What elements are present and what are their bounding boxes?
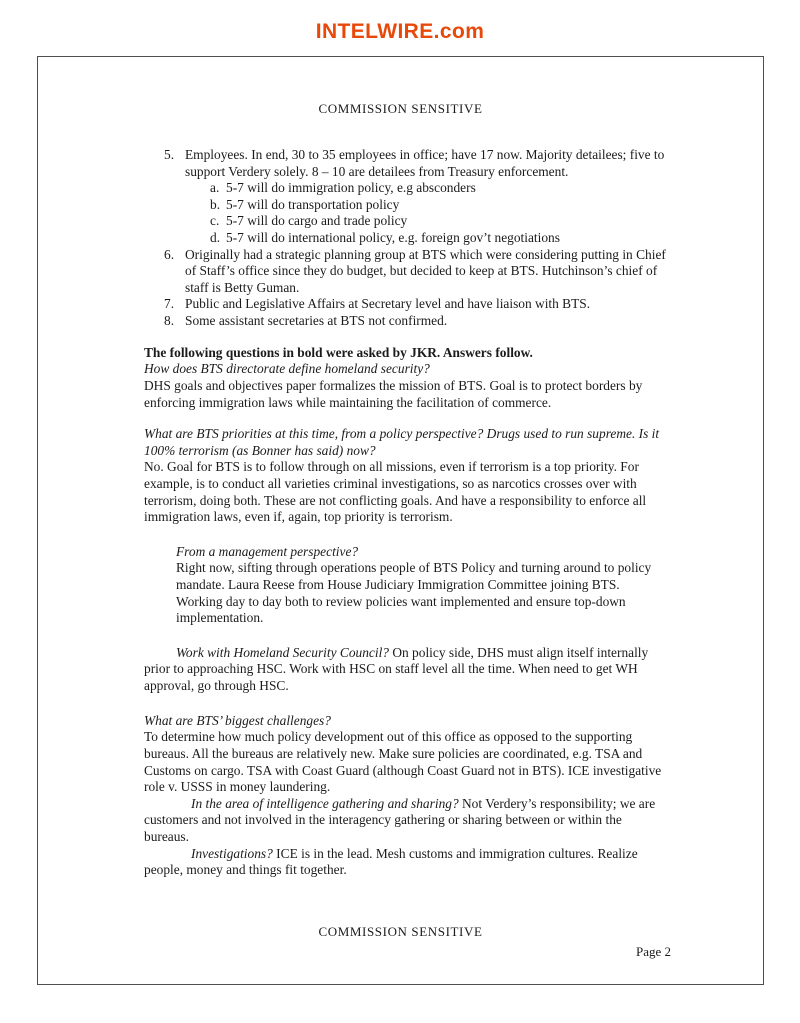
question-4: Work with Homeland Security Council? xyxy=(176,644,389,660)
qa-block-investigations xyxy=(144,846,668,879)
sub-item-text: 5-7 will do cargo and trade policy xyxy=(226,213,408,229)
sub-item-letter: c. xyxy=(210,213,220,229)
question-5: What are BTS’ biggest challenges? xyxy=(144,712,331,728)
list-item-text: Employees. In end, 30 to 35 employees in office; have 17 now. Majority detailees; five to support Verdery solely. 8 – 10 are detailees from Treasury enforcement. xyxy=(185,147,665,179)
question-3: From a management perspective? xyxy=(176,543,359,559)
list-item-text: Originally had a strategic planning group at BTS which were considering putting in Chief of Staff’s office since they do budget, but decided to keep at BTS. Hutchinson’s chief of staff is Betty Guman. xyxy=(185,246,666,295)
list-item xyxy=(164,247,668,297)
answer-6: Not Verdery’s responsibility; we are customers and not involved in the interagency gathering or sharing between or within the bureaus. xyxy=(144,795,656,844)
list-item-text: Public and Legislative Affairs at Secretary level and have liaison with BTS. xyxy=(185,296,591,312)
sub-item-text: 5-7 will do transportation policy xyxy=(226,196,400,212)
qa-intro: The following questions in bold were asked by JKR. Answers follow. xyxy=(144,344,533,360)
sub-item-letter: a. xyxy=(210,180,220,196)
list-item-body xyxy=(185,147,668,247)
list-item-number: 5. xyxy=(164,147,175,162)
sub-list-item xyxy=(210,230,668,247)
sub-list xyxy=(210,180,668,246)
scanned-page xyxy=(37,56,764,985)
question-6: In the area of intelligence gathering and sharing? xyxy=(191,795,459,811)
answer-4: On policy side, DHS must align itself internally prior to approaching HSC. Work with HSC on staff level all the time. When need to get WH approval, go through HSC. xyxy=(144,644,649,694)
site-header: INTELWIRE.com xyxy=(315,20,485,43)
sub-list-item xyxy=(210,197,668,214)
numbered-list xyxy=(164,147,668,330)
qa-block-management xyxy=(176,544,668,627)
answer-7: ICE is in the lead. Mesh customs and immigration cultures. Realize people, money and things fit together. xyxy=(144,845,638,878)
list-item-number: 6. xyxy=(164,246,175,262)
sub-list-item xyxy=(210,180,668,197)
sub-item-text: 5-7 will do immigration policy, e.g absconders xyxy=(226,180,476,196)
document-content xyxy=(144,147,668,879)
list-item xyxy=(164,147,668,247)
classification-header: COMMISSION SENSITIVE xyxy=(318,101,483,116)
question-2: What are BTS priorities at this time, from a policy perspective? Drugs used to run supreme. Is it 100% terrorism (as Bonner has said) now? xyxy=(144,426,660,458)
question-1: How does BTS directorate define homeland security? xyxy=(144,361,430,377)
question-7: Investigations? xyxy=(191,845,273,861)
list-item-number: 8. xyxy=(164,313,175,329)
qa-block-intelligence xyxy=(144,796,668,846)
sub-item-letter: d. xyxy=(210,230,221,246)
sub-item-letter: b. xyxy=(210,196,221,212)
list-item xyxy=(164,296,668,313)
sub-list-item xyxy=(210,213,668,230)
sub-item-text: 5-7 will do international policy, e.g. foreign gov’t negotiations xyxy=(226,230,560,246)
classification-footer: COMMISSION SENSITIVE xyxy=(318,924,483,939)
answer-2: No. Goal for BTS is to follow through on all missions, even if terrorism is a top priority. For example, is to conduct all varieties criminal investigations, so as narcotics crosses over with terrorism, doing both. These are not conflicting goals. And have a responsibility to enforce all immigration laws, even if, again, top priority is terrorism. xyxy=(144,459,647,525)
page-number: Page 2 xyxy=(635,944,671,959)
answer-5: To determine how much policy development out of this office as opposed to the supporting bureaus. All the bureaus are relatively new. Make sure policies are coordinated, e.g. TSA and Customs on cargo. TSA with Coast Guard (although Coast Guard not in BTS). ICE investigative role v. USSS in money laundering. xyxy=(144,729,662,795)
list-item-number: 7. xyxy=(164,296,175,312)
answer-1: DHS goals and objectives paper formalizes the mission of BTS. Goal is to protect borders by enforcing immigration laws while maintaining the facilitation of commerce. xyxy=(144,377,643,410)
list-item xyxy=(164,313,668,330)
qa-block-hsc xyxy=(144,645,668,695)
list-item-text: Some assistant secretaries at BTS not confirmed. xyxy=(185,313,448,329)
answer-3: Right now, sifting through operations people of BTS Policy and turning around to policy mandate. Laura Reese from House Judiciary Immigration Committee joining BTS. Working day to day both to review policies want implemented and ensure top-down implementation. xyxy=(176,560,652,626)
